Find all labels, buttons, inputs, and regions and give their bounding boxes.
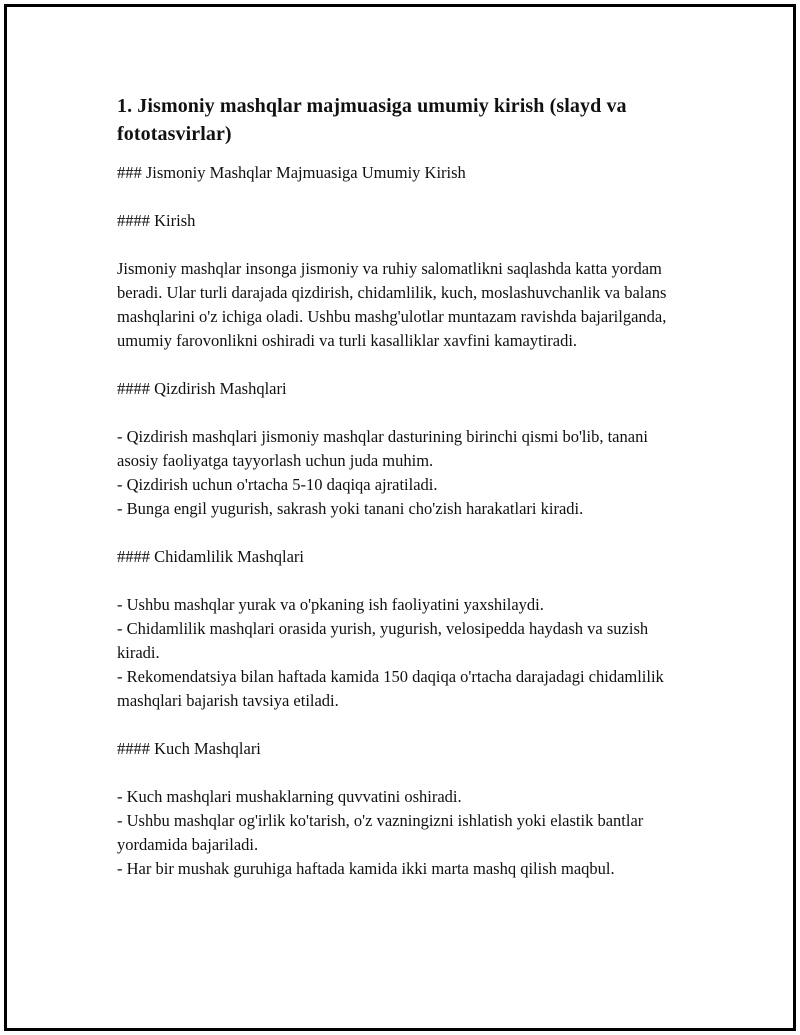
kuch-list: - Kuch mashqlari mushaklarning quvvatini oshiradi. - Ushbu mashqlar og'irlik ko'tarish, o'z vazningizni ishlatish yoki elastik bantlar yordamida bajariladi. - Har bir mushak guruhiga haftada kamida ikki marta mashq qilish maqbul. bbox=[117, 787, 644, 878]
chidamlilik-list: - Ushbu mashqlar yurak va o'pkaning ish faoliyatini yaxshilaydi. - Chidamlilik mashqlari orasida yurish, yugurish, velosipedda haydash va suzish kiradi. - Rekomendatsiya bilan haftada kamida 150 daqiqa o'rtacha darajadagi chidamlilik mashqlari bajarish tavsiya etiladi. bbox=[117, 595, 664, 710]
document-title: 1. Jismoniy mashqlar majmuasiga umumiy kirish (slayd va fototasvirlar) bbox=[117, 95, 627, 145]
section-heading-chidamlilik: #### Chidamlilik Mashqlari bbox=[117, 547, 304, 566]
section-heading-kuch: #### Kuch Mashqlari bbox=[117, 739, 261, 758]
section-heading-kirish: #### Kirish bbox=[117, 211, 196, 230]
section-heading-qizdirish: #### Qizdirish Mashqlari bbox=[117, 379, 287, 398]
intro-paragraph: Jismoniy mashqlar insonga jismoniy va ruhiy salomatlikni saqlashda katta yordam beradi. Ular turli darajada qizdirish, chidamlilik, kuch, moslashuvchanlik va balans mashqlarini o'z ichiga oladi. Ushbu mashg'ulotlar muntazam ravishda bajarilganda, umumiy farovonlikni oshiradi va turli kasalliklar xavfini kamaytiradi. bbox=[117, 259, 667, 350]
qizdirish-list: - Qizdirish mashqlari jismoniy mashqlar dasturining birinchi qismi bo'lib, tanani asosiy faoliyatga tayyorlash uchun juda muhim. - Qizdirish uchun o'rtacha 5-10 daqiqa ajratiladi. - Bunga engil yugurish, sakrash yoki tanani cho'zish harakatlari kiradi. bbox=[117, 427, 648, 518]
section-heading-main: ### Jismoniy Mashqlar Majmuasiga Umumiy Kirish bbox=[117, 163, 466, 182]
document-body bbox=[117, 92, 677, 905]
